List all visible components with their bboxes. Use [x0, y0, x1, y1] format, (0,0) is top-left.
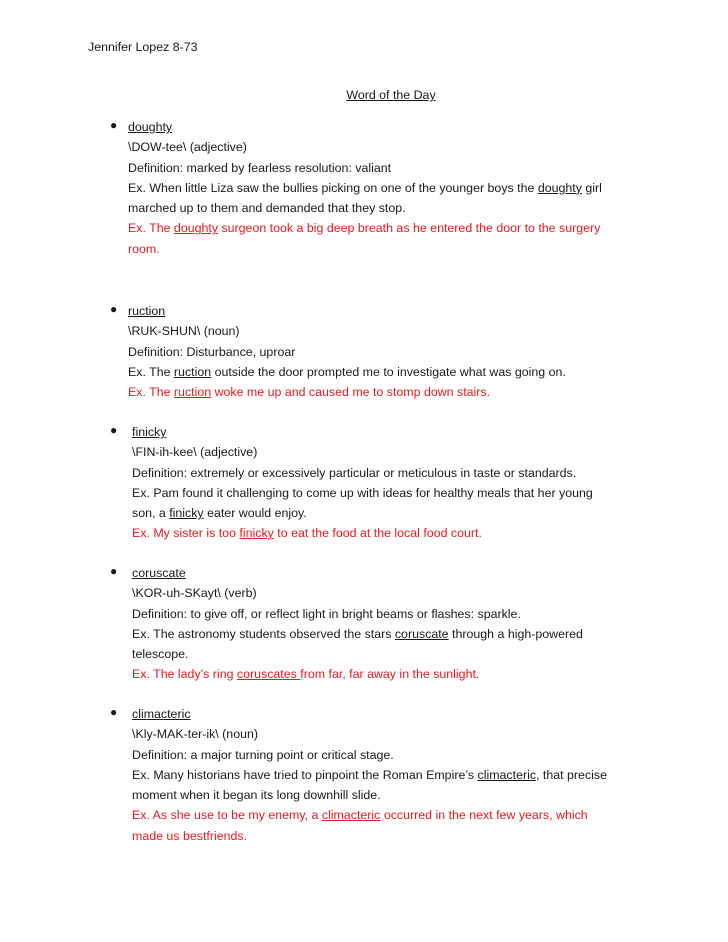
entry-definition: Definition: a major turning point or critical stage. — [132, 747, 394, 762]
entry-example-2: Ex. My sister is too finicky to eat the food at the local food court. — [132, 526, 482, 541]
bullet-icon: ● — [110, 564, 118, 578]
entry-example-1-cont: son, a finicky eater would enjoy. — [132, 506, 307, 521]
entry-example-2: Ex. The doughty surgeon took a big deep breath as he entered the door to the surgery — [128, 221, 601, 236]
entry-word: climacteric — [132, 707, 191, 721]
word-entry-doughty — [110, 117, 688, 259]
entry-example-2-cont: room. — [128, 241, 160, 256]
entry-example-1-cont: marched up to them and demanded that they stop. — [128, 201, 406, 216]
entry-pronunciation: \DOW-tee\ (adjective) — [128, 140, 247, 155]
entry-example-2: Ex. The ruction woke me up and caused me to stomp down stairs. — [128, 385, 491, 400]
entry-definition: Definition: marked by fearless resolution: valiant — [128, 160, 392, 175]
entry-example-1-cont: telescope. — [132, 647, 189, 662]
title-text: Word of the Day — [346, 88, 436, 102]
entry-word: ruction — [128, 304, 166, 318]
entry-example-1: Ex. Many historians have tried to pinpoint the Roman Empire’s climacteric, that precise — [132, 767, 607, 782]
page-header: Jennifer Lopez 8-73 — [88, 40, 198, 54]
word-entry-coruscate — [110, 563, 692, 685]
entry-pronunciation: \Kly-MAK-ter-ik\ (noun) — [132, 727, 258, 742]
entry-example-2: Ex. As she use to be my enemy, a climacteric occurred in the next few years, which — [132, 808, 588, 823]
bullet-icon: ● — [110, 705, 118, 719]
entry-word: finicky — [132, 425, 167, 439]
entry-example-1: Ex. When little Liza saw the bullies picking on one of the younger boys the doughty girl — [128, 180, 602, 195]
entry-example-1: Ex. Pam found it challenging to come up with ideas for healthy meals that her young — [132, 485, 593, 500]
entry-example-1-cont: moment when it began its long downhill slide. — [132, 788, 381, 803]
entry-pronunciation: \RUK-SHUN\ (noun) — [128, 324, 240, 339]
entry-pronunciation: \FIN-ih-kee\ (adjective) — [132, 445, 258, 460]
word-entry-climacteric — [110, 704, 692, 846]
entry-example-2: Ex. The lady’s ring coruscates from far, far away in the sunlight. — [132, 667, 480, 682]
entry-definition: Definition: Disturbance, uproar — [128, 344, 296, 359]
bullet-icon: ● — [110, 423, 118, 437]
entry-example-1: Ex. The astronomy students observed the stars coruscate through a high-powered — [132, 626, 583, 641]
bullet-icon: ● — [110, 302, 118, 316]
entry-word: coruscate — [132, 566, 186, 580]
entry-definition: Definition: to give off, or reflect light in bright beams or flashes: sparkle. — [132, 606, 521, 621]
entry-pronunciation: \KOR-uh-SKayt\ (verb) — [132, 586, 257, 601]
entry-example-2-cont: made us bestfriends. — [132, 828, 248, 843]
word-entry-finicky — [110, 422, 692, 544]
word-entry-ruction — [110, 301, 688, 402]
bullet-icon: ● — [110, 118, 118, 132]
entry-word: doughty — [128, 120, 173, 134]
entry-definition: Definition: extremely or excessively particular or meticulous in taste or standards. — [132, 465, 577, 480]
page-title — [0, 88, 728, 102]
entry-example-1: Ex. The ruction outside the door prompted me to investigate what was going on. — [128, 364, 566, 379]
